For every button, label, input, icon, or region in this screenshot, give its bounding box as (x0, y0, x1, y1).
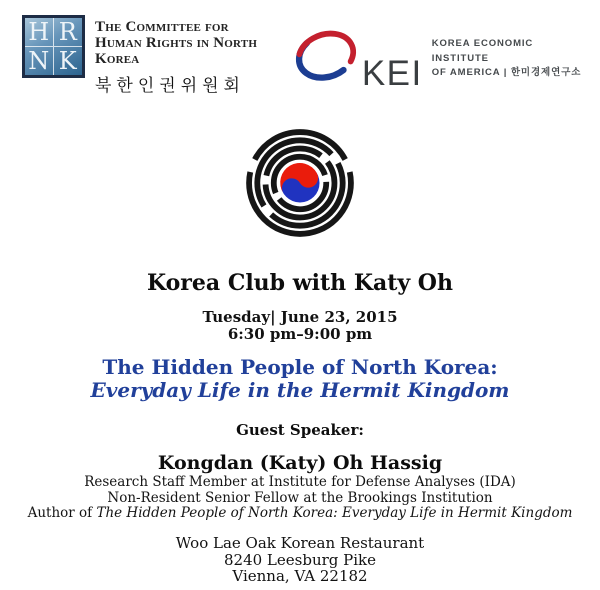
event-date: Tuesday| June 23, 2015 (202, 308, 398, 327)
hrnk-name-line2: Human Rights in North Korea (95, 34, 258, 67)
venue-name: Woo Lae Oak Korean Restaurant (175, 533, 425, 552)
hrnk-korean-name: 북한인권위원회 (95, 76, 245, 97)
kei-acronym: KEI (361, 53, 423, 93)
speaker-author-line (0, 506, 600, 522)
hrnk-square-logo (22, 15, 85, 78)
hrnk-letter-h: H (25, 18, 54, 47)
hrnk-letter-r: R (54, 18, 83, 47)
speaker-name: Kongdan (Katy) Oh Hassig (157, 452, 443, 475)
speaker-role-1: Research Staff Member at Institute for Defense Analyses (IDA) (84, 473, 516, 490)
author-prefix: Author of (27, 505, 97, 522)
hrnk-letter-n: N (25, 47, 54, 76)
guest-speaker-label: Guest Speaker: (236, 421, 364, 440)
speaker-role-2: Non-Resident Senior Fellow at the Brookings Institution (107, 489, 493, 506)
kei-name-line2: OF AMERICA | 한미경제연구소 (431, 67, 582, 79)
hrnk-letter-k: K (58, 46, 77, 75)
talk-title-line2: Everyday Life in the Hermit Kingdom (90, 378, 510, 403)
hrnk-name-line1: The Committee for (95, 19, 229, 35)
kei-name (432, 37, 584, 81)
event-title: Korea Club with Katy Oh (147, 270, 453, 297)
korea-club-logo (0, 122, 600, 248)
hrnk-logo (22, 15, 292, 96)
kei-swoosh-icon (292, 25, 360, 87)
talk-title (0, 356, 600, 402)
hrnk-name (95, 15, 292, 96)
venue-block (0, 535, 600, 585)
kei-logo (292, 25, 584, 93)
event-time: 6:30 pm–9:00 pm (227, 325, 373, 344)
event-datetime (0, 309, 600, 343)
venue-city: Vienna, VA 22182 (232, 567, 368, 586)
venue-street: 8240 Leesburg Pike (223, 550, 376, 569)
header (0, 0, 600, 96)
speaker-block (0, 453, 600, 522)
kei-name-line1: KOREA ECONOMIC INSTITUTE (431, 37, 534, 64)
talk-title-line1: The Hidden People of North Korea: (102, 355, 498, 380)
author-book-title: The Hidden People of North Korea: Everyday Life in Hermit Kingdom (96, 505, 573, 522)
korea-club-taegeuk-logo (239, 122, 361, 244)
